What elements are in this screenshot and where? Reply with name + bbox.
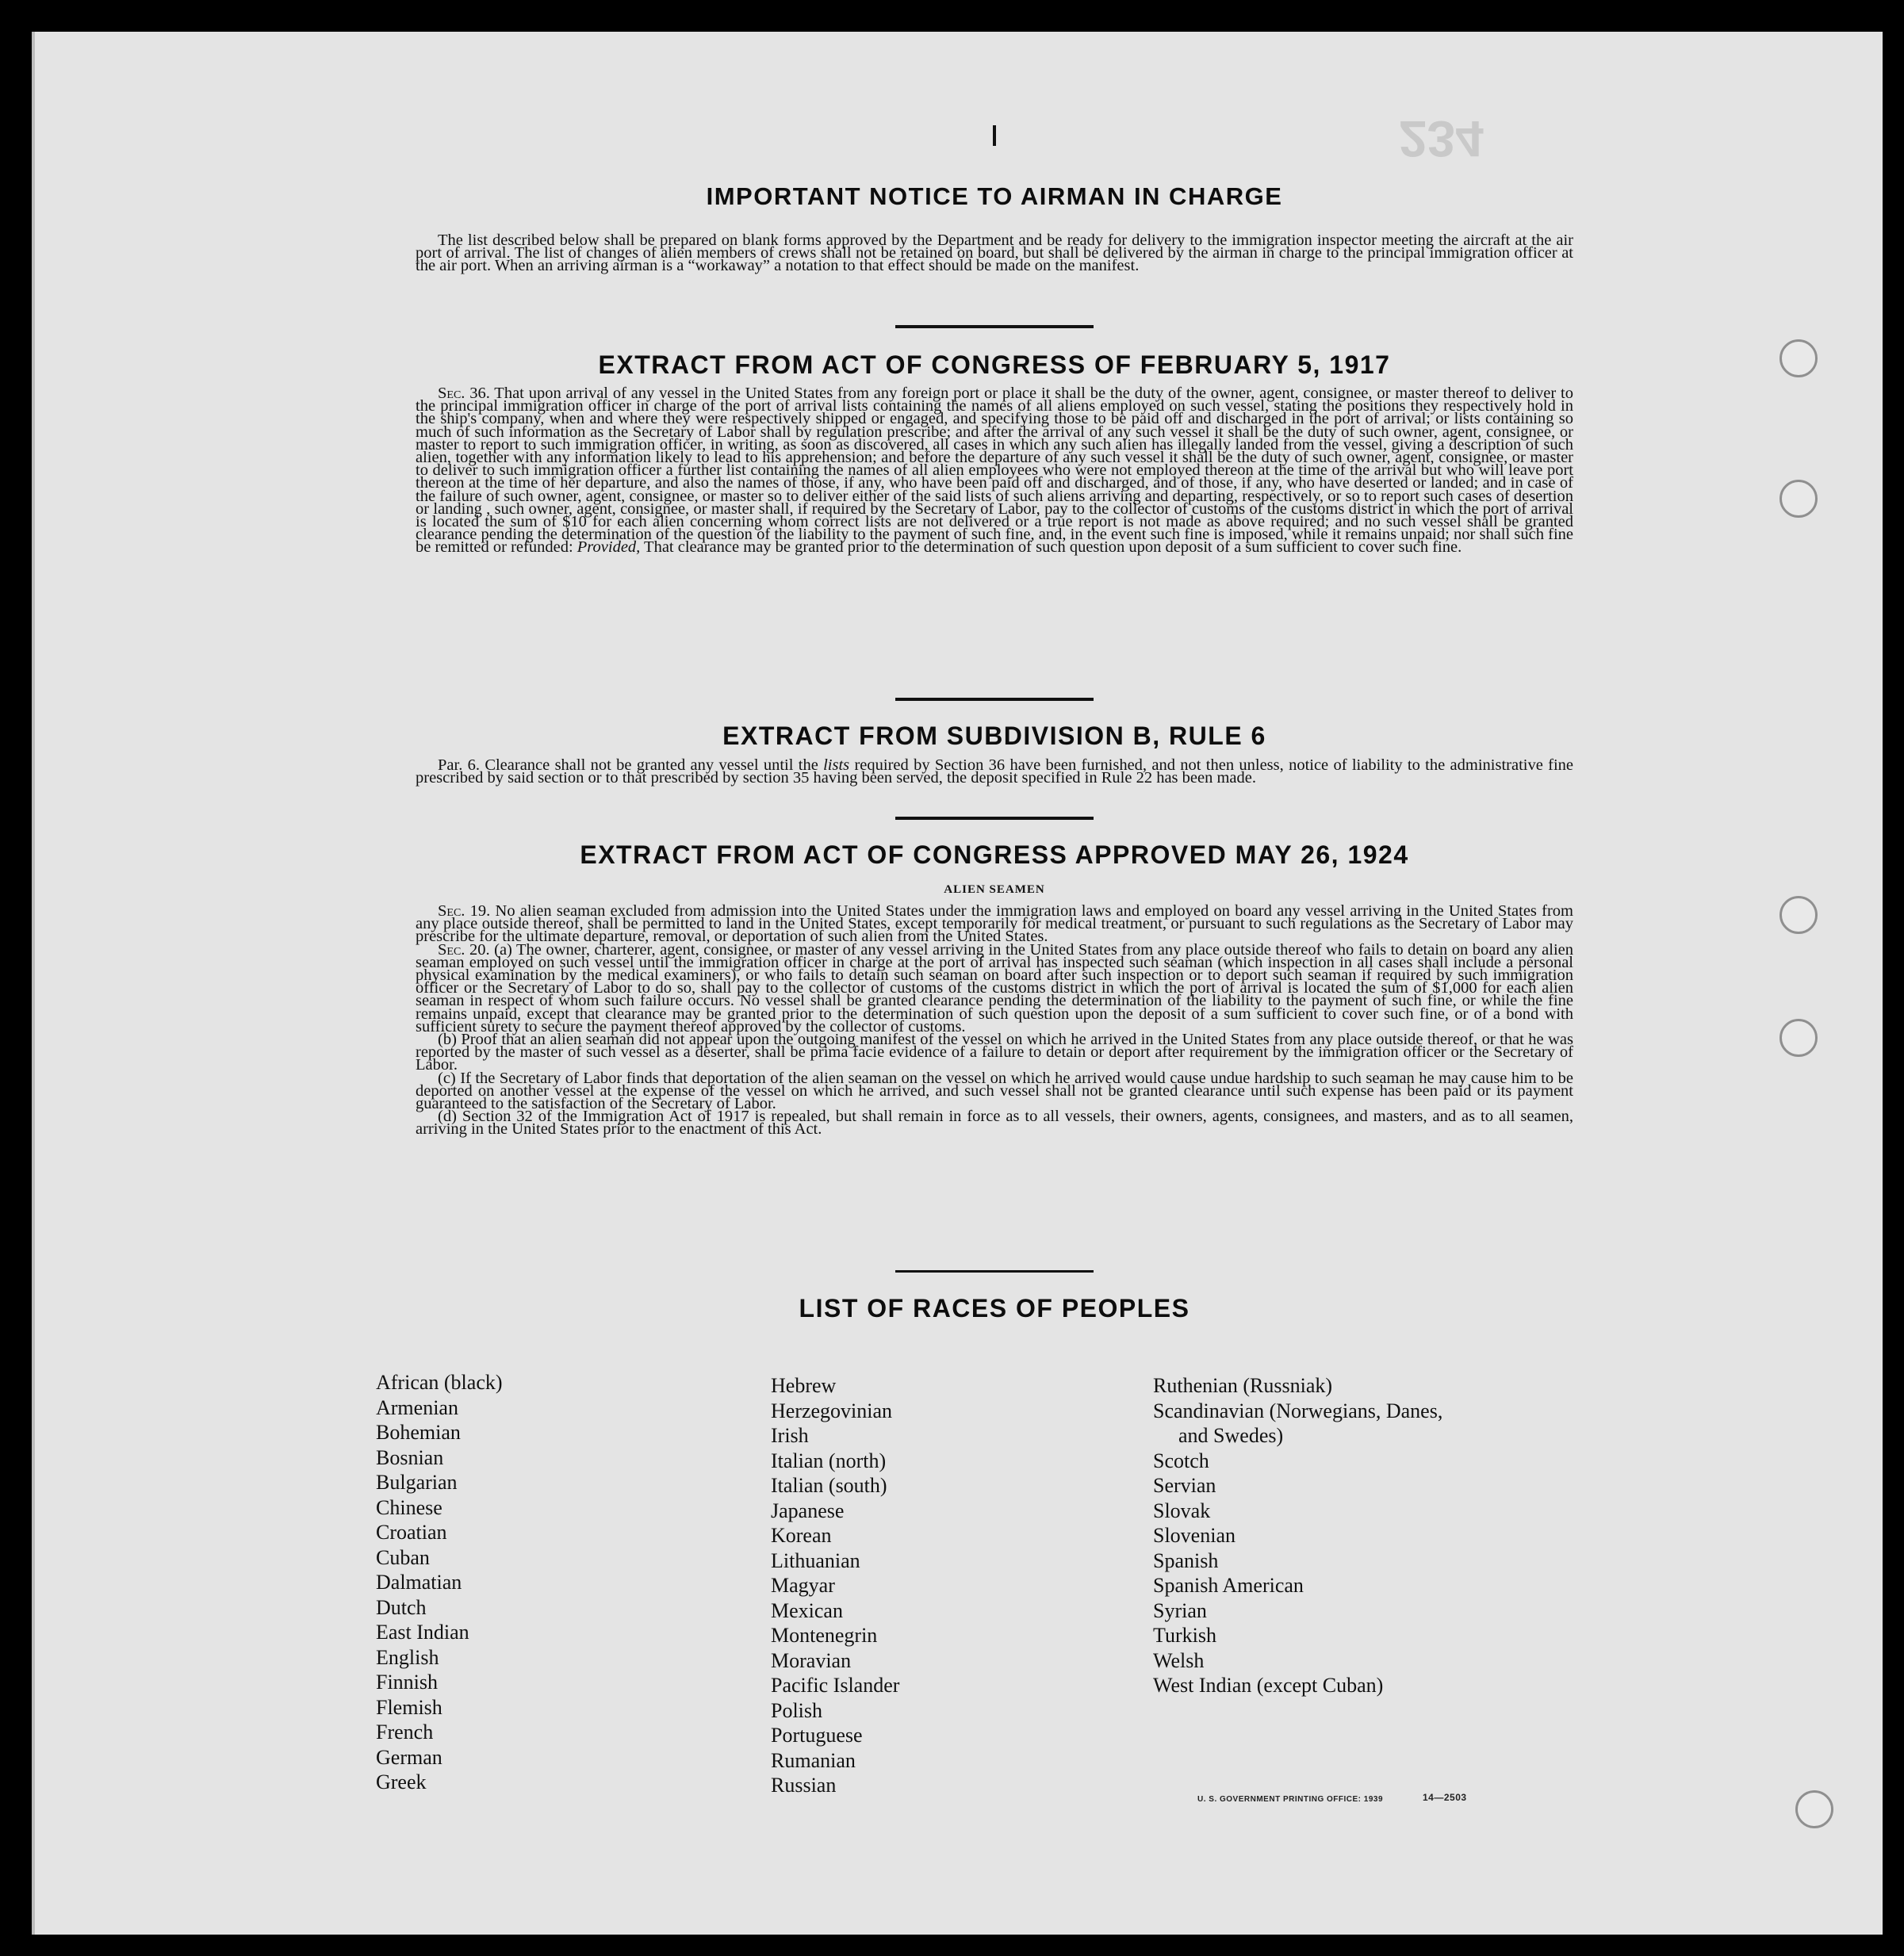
races-title: LIST OF RACES OF PEOPLES [799,1294,1190,1323]
race-item: African (black) [376,1371,503,1394]
section-label: Sec. 36. [438,385,490,402]
race-item: Italian (north) [771,1449,887,1472]
race-item: Bulgarian [376,1471,458,1494]
rule6-text [416,756,1573,787]
race-item: Scandinavian (Norwegians, Danes, [1153,1399,1443,1422]
race-item: Herzegovinian [771,1399,893,1422]
notice-text [416,234,1573,273]
race-item: Finnish [376,1671,439,1694]
race-item: Montenegrin [771,1624,878,1647]
race-item: Slovak [1153,1499,1211,1522]
race-item: Flemish [376,1695,442,1719]
race-item: Rumanian [771,1748,856,1772]
race-item: Scotch [1153,1449,1209,1472]
race-item: English [376,1645,439,1669]
race-item: Bosnian [376,1445,444,1469]
rule6-title: EXTRACT FROM SUBDIVISION B, RULE 6 [722,722,1266,750]
punch-hole [1795,1790,1833,1828]
divider [895,1270,1094,1273]
sec20b-text: (b) Proof that an alien seaman did not appear upon the outgoing manifest of the vessel on which he arrived in the United States from any place outside thereof, or that he was reported by the master of such vessel as a deserter, shall be prima facie evidence of a failure to detain or deport after requirement by the immigration officer or the Secretary of Labor. [416,1031,1573,1074]
race-item: French [376,1721,434,1744]
race-item: Slovenian [1153,1524,1235,1547]
printer-imprint: U. S. GOVERNMENT PRINTING OFFICE: 1939 [1197,1795,1384,1804]
rule6-text-end: required by Section 36 have been furnished, and not then unless, notice of liability to the administrative fine prescribed by said section or to that prescribed by section 35 having been served, the deposit specified in Rule 22 has been made. [416,756,1573,787]
section-text: That upon arrival of any vessel in the United States from any foreign port or place it shall be the duty of the owner, agent, consignee, or master thereof to deliver to the principal immigration officer in charge of the port of arrival lists containing the names of all aliens employed on such vessel, stating the positions they respectively hold in the ship's company, when and where they were respectively shipped or engaged, and specifying those to be paid off and discharged in the port of arrival; or lists containing so much of such information as the Secretary of Labor shall by regulation prescribe; and after the arrival of any such vessel it shall be the duty of such owner, agent, consignee, or master to report to such immigration officer, in writing, as soon as discovered, all cases in which any such alien has illegally landed from the vessel, giving a description of such alien, together with any information likely to lead to his apprehension; and before the departure of any such vessel it shall be the duty of such owner, agent, consignee, or master to deliver to such immigration officer a further list containing the names of all alien employees who were not employed thereon at the time of the arrival but who will leave port thereon at the time of her departure, and also the names of those, if any, who have been paid off and discharged, and of those, if any, who have deserted or landed; and in case of the failure of such owner, agent, consignee, or master so to deliver either of the said lists of such aliens arriving and departing, respectively, or so to report such cases of desertion or landing , such owner, agent, consignee, or master shall, if required by the Secretary of Labor, pay to the collector of customs of the customs district in which the port of arrival is located the sum of $10 for each alien concerning whom correct lists are not delivered or a true report is not made as above required; and no such vessel shall be granted clearance pending the determination of the question of the liability to the payment of such fine, and, in the event such fine is imposed, while it remains unpaid; nor shall such fine be remitted or refunded: [416,385,1573,557]
race-item: Syrian [1153,1598,1207,1622]
act-1924-subtitle: ALIEN SEAMEN [944,883,1045,896]
race-item: Turkish [1153,1624,1216,1647]
race-item: Chinese [376,1495,442,1519]
race-item: Russian [771,1774,837,1797]
race-item: Hebrew [771,1374,837,1397]
punch-hole [1779,1019,1818,1057]
race-item: Welsh [1153,1648,1205,1672]
lists-term: lists [823,756,850,774]
race-item: Spanish American [1153,1574,1304,1597]
race-item: Ruthenian (Russniak) [1153,1374,1333,1397]
provided-term: Provided, [577,538,641,557]
races-column-3 [1153,1373,1442,1698]
race-item: Lithuanian [771,1548,860,1572]
race-item: Spanish [1153,1548,1219,1572]
race-item: Italian (south) [771,1474,887,1497]
race-item: Dutch [376,1595,427,1619]
race-item: Mexican [771,1598,843,1622]
race-item: Korean [771,1524,832,1547]
race-item: West Indian (except Cuban) [1153,1674,1384,1697]
race-item: Portuguese [771,1724,863,1747]
act-1924-title: EXTRACT FROM ACT OF CONGRESS APPROVED MAY 26, 1924 [580,840,1409,869]
sec19-text: No alien seaman excluded from admission into the United States under the immigration laws and employed on board any vessel arriving in the United States from any place outside thereof, shall be permitted to land in the United States, except temporarily for medical treatment, or pursuant to such regulations as the Secretary of Labor may prescribe for the ultimate departure, removal, or deportation of such alien from the United States. [416,902,1573,946]
act-1924-text [416,902,1573,1139]
race-item: Armenian [376,1395,458,1419]
divider [895,698,1094,701]
section-text-end: That clearance may be granted prior to the determination of such question upon deposit of a sum sufficient to cover such fine. [640,538,1462,557]
race-item: Japanese [771,1499,845,1522]
punch-hole [1779,339,1818,377]
sec20a-text: (a) The owner, charterer, agent, consignee, or master of any vessel arriving in the United States from any place outside thereof who fails to detain on board any alien seaman employed on such vessel until the immigration officer in charge at the port of arrival has inspected such seaman (which inspection in all cases shall include a personal physical examination by the medical examiners), or who fails to detain such seaman on board after such inspection or to deport such seaman if required by such immigration officer or the Secretary of Labor to do so, shall pay to the collector of customs of the customs district in which the port of arrival is located the sum of $1,000 for each alien seaman in respect of whom such failure occurs. No vessel shall be granted clearance pending the determination of the liability to the payment of such fine, or while the fine remains unpaid, except that clearance may be granted prior to the determination of such question upon the deposit of a sum sufficient to cover such fine, or of a bond with sufficient surety to secure the payment thereof approved by the collector of customs. [416,940,1573,1035]
bleed-through-text: 234 [1399,110,1484,167]
race-item: Cuban [376,1545,430,1569]
race-item: Greek [376,1770,427,1793]
notice-paragraph: The list described below shall be prepared on blank forms approved by the Department and be ready for delivery to the immigration inspector meeting the aircraft at the air port of arrival. The list of changes of alien members of crews shall not be retained on board, but shall be delivered by the airman in charge to the principal immigration officer at the air port. When an arriving airman is a “workaway” a notation to that effect should be made on the manifest. [416,232,1573,275]
divider [895,817,1094,820]
section-label: Sec. 20. [438,940,490,959]
race-item: Dalmatian [376,1571,462,1594]
form-number: 14—2503 [1423,1792,1467,1803]
races-column-1 [376,1370,503,1795]
punch-hole [1779,896,1818,934]
notice-title: IMPORTANT NOTICE TO AIRMAN IN CHARGE [706,182,1283,210]
race-item: Servian [1153,1474,1216,1497]
race-item: German [376,1745,442,1769]
rule6-text-start: Par. 6. Clearance shall not be granted any vessel until the [438,756,824,774]
races-column-2 [771,1373,899,1798]
race-item: Irish [771,1424,809,1447]
sec20c-text: (c) If the Secretary of Labor finds that deportation of the alien seaman on the vessel on which he arrived would cause undue hardship to such seaman he may cause him to be deported on another vessel at the expense of the vessel on which he arrived, and such vessel shall not be granted clearance until such expense has been paid or its payment guaranteed to the satisfaction of the Secretary of Labor. [416,1069,1573,1113]
race-item: and Swedes) [1178,1424,1284,1447]
race-item: Croatian [376,1521,447,1544]
sec20d-text: (d) Section 32 of the Immigration Act of 1917 is repealed, but shall remain in force as to all vessels, their owners, agents, consignees, and masters, and as to all seamen, arriving in the United States prior to the enactment of this Act. [416,1108,1573,1139]
race-item: East Indian [376,1621,469,1644]
punch-hole [1779,480,1818,518]
race-item: Magyar [771,1574,835,1597]
race-item: Pacific Islander [771,1674,900,1697]
document-page [32,32,1883,1935]
page-mark [993,125,996,146]
race-item: Polish [771,1698,823,1722]
extract-1917-title: EXTRACT FROM ACT OF CONGRESS OF FEBRUARY 5, 1917 [598,350,1391,379]
race-item: Moravian [771,1648,852,1672]
extract-1917-text [416,385,1573,557]
section-label: Sec. 19. [438,902,491,920]
divider [895,325,1094,328]
race-item: Bohemian [376,1421,461,1444]
